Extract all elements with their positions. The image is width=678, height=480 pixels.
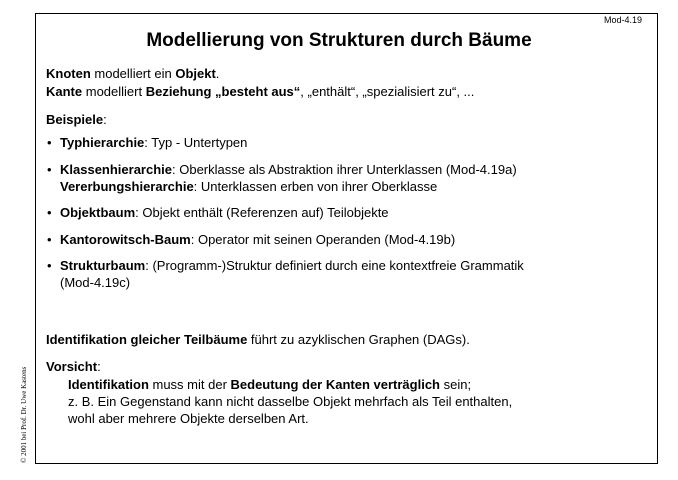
bullet-item-typhierarchie: Typhierarchie: Typ - Untertypen bbox=[60, 135, 248, 150]
caution-heading: Vorsicht: bbox=[46, 359, 101, 374]
bullet-icon: • bbox=[47, 162, 52, 177]
caution-line-3: wohl aber mehrere Objekte derselben Art. bbox=[68, 411, 309, 426]
copyright-note: © 2001 bei Prof. Dr. Uwe Kastens bbox=[20, 366, 28, 463]
examples-heading: Beispiele: bbox=[46, 112, 107, 127]
identification-note: Identifikation gleicher Teilbäume führt zu azyklischen Graphen (DAGs). bbox=[46, 332, 470, 347]
bullet-item-klassenhierarchie: Klassenhierarchie: Oberklasse als Abstraktion ihrer Unterklassen (Mod-4.19a) bbox=[60, 162, 517, 177]
caution-line-1: Identifikation muss mit der Bedeutung der Kanten verträglich sein; bbox=[68, 377, 472, 392]
intro-line-edge: Kante modelliert Beziehung „besteht aus“, „enthält“, „spezialisiert zu“, ... bbox=[46, 84, 475, 99]
bullet-icon: • bbox=[47, 232, 52, 247]
bullet-item-kantorowitsch-baum: Kantorowitsch-Baum: Operator mit seinen Operanden (Mod-4.19b) bbox=[60, 232, 456, 247]
caution-line-2: z. B. Ein Gegenstand kann nicht dasselbe Objekt mehrfach als Teil enthalten, bbox=[68, 394, 513, 409]
slide-title: Modellierung von Strukturen durch Bäume bbox=[146, 30, 532, 51]
bullet-item-strukturbaum: Strukturbaum: (Programm-)Struktur definiert durch eine kontextfreie Grammatik bbox=[60, 258, 524, 273]
intro-line-node: Knoten modelliert ein Objekt. bbox=[46, 66, 220, 81]
bullet-item-objektbaum: Objektbaum: Objekt enthält (Referenzen auf) Teilobjekte bbox=[60, 205, 389, 220]
bullet-icon: • bbox=[47, 135, 52, 150]
bullet-item-strukturbaum-ref: (Mod-4.19c) bbox=[60, 275, 131, 290]
bullet-icon: • bbox=[47, 258, 52, 273]
bullet-item-vererbungshierarchie: Vererbungshierarchie: Unterklassen erben von ihrer Oberklasse bbox=[60, 179, 438, 194]
bullet-icon: • bbox=[47, 205, 52, 220]
slide-id: Mod-4.19 bbox=[603, 15, 642, 25]
